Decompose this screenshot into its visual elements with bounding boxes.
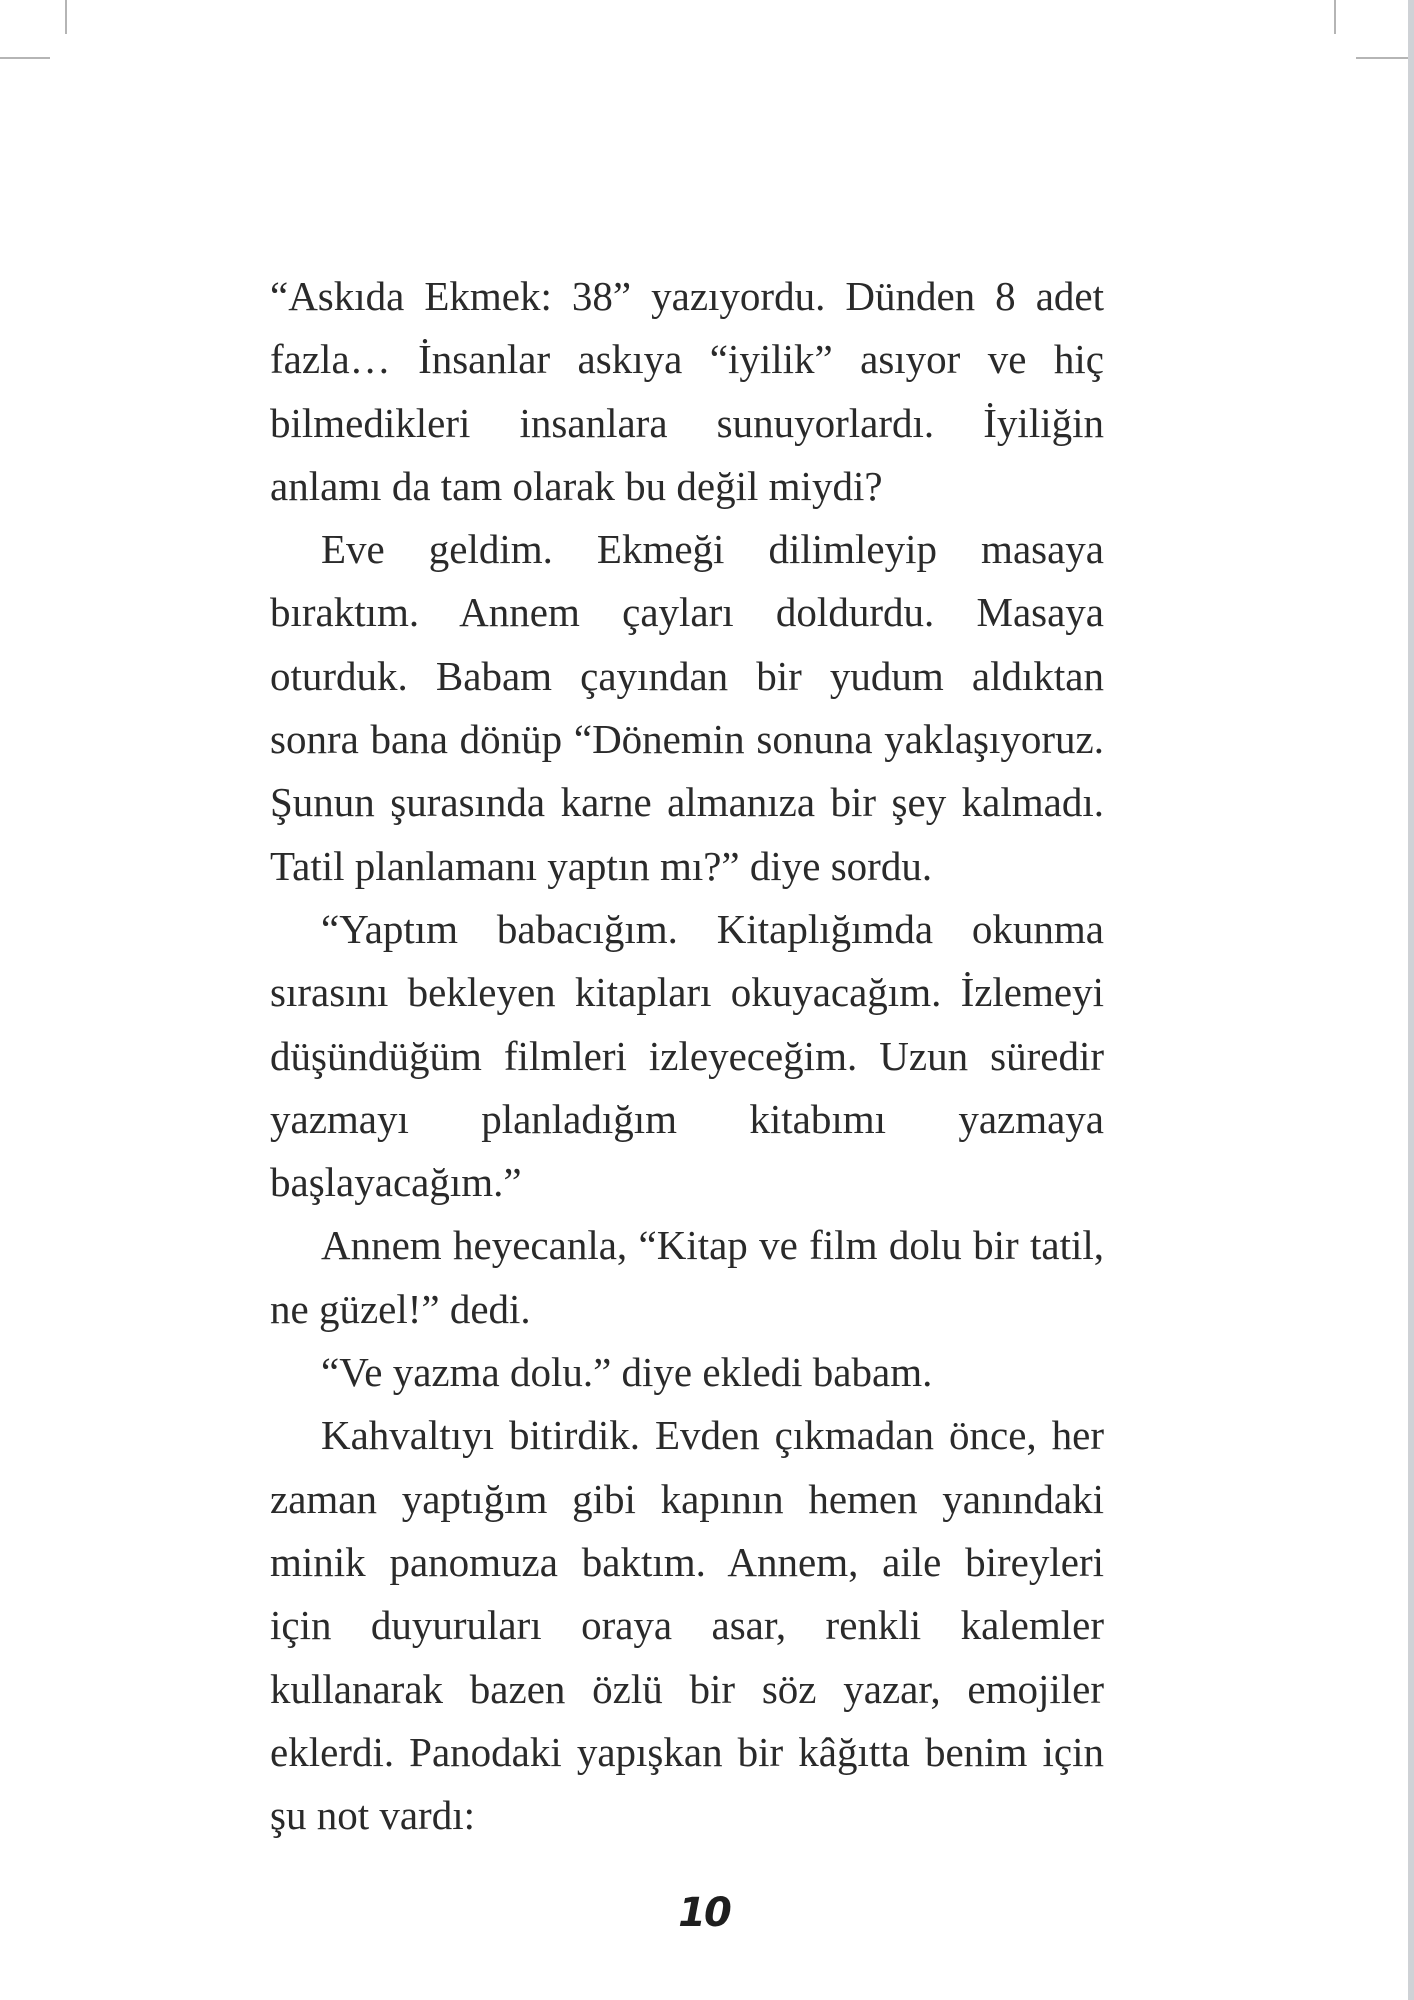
crop-mark-top-right-vertical [1334,0,1336,34]
paragraph-3: “Yaptım babacığım. Kitaplığımda okunma sırasını bekleyen kitapları okuyacağım. İzlemeyi düşündüğüm filmleri izleyeceğim. Uzun süredir yazmayı planladığım kitabımı yazmaya başlayacağım.” [270,905,1104,1206]
paragraph-5: “Ve yazma dolu.” diye ekledi babam. [321,1349,933,1396]
paragraph-4: Annem heyecanla, “Kitap ve film dolu bir tatil, ne güzel!” dedi. [270,1222,1104,1332]
paragraph-6: Kahvaltıyı bitirdik. Evden çıkmadan önce, her zaman yaptığım gibi kapının hemen yanındaki minik panomuza baktım. Annem, aile bireyleri için duyuruları oraya asar, renkli kalemler kullanarak bazen özlü bir söz yazar, emojiler eklerdi. Panodaki yapışkan bir kâğıtta benim için şu not vardı: [270,1412,1104,1839]
crop-mark-top-left-vertical [65,0,67,34]
crop-mark-top-right-horizontal [1356,57,1408,59]
paragraph-1: “Askıda Ekmek: 38” yazıyordu. Dünden 8 adet fazla… İnsanlar askıya “iyilik” asıyor ve hiç bilmedikleri insanlara sunuyorlardı. İyiliğin anlamı da tam olarak bu değil miydi? [270,273,1104,509]
crop-mark-top-left-horizontal [0,57,50,59]
book-page-text [270,265,1104,1847]
viewer-scrollbar-edge [1408,0,1414,2000]
paragraph-2: Eve geldim. Ekmeği dilimleyip masaya bıraktım. Annem çayları doldurdu. Masaya oturduk. Babam çayından bir yudum aldıktan sonra bana dönüp “Dönemin sonuna yaklaşıyoruz. Şunun şurasında karne almanıza bir şey kalmadı. Tatil planlamanı yaptın mı?” diye sordu. [270,526,1104,889]
page-number: 10 [678,1890,730,1936]
